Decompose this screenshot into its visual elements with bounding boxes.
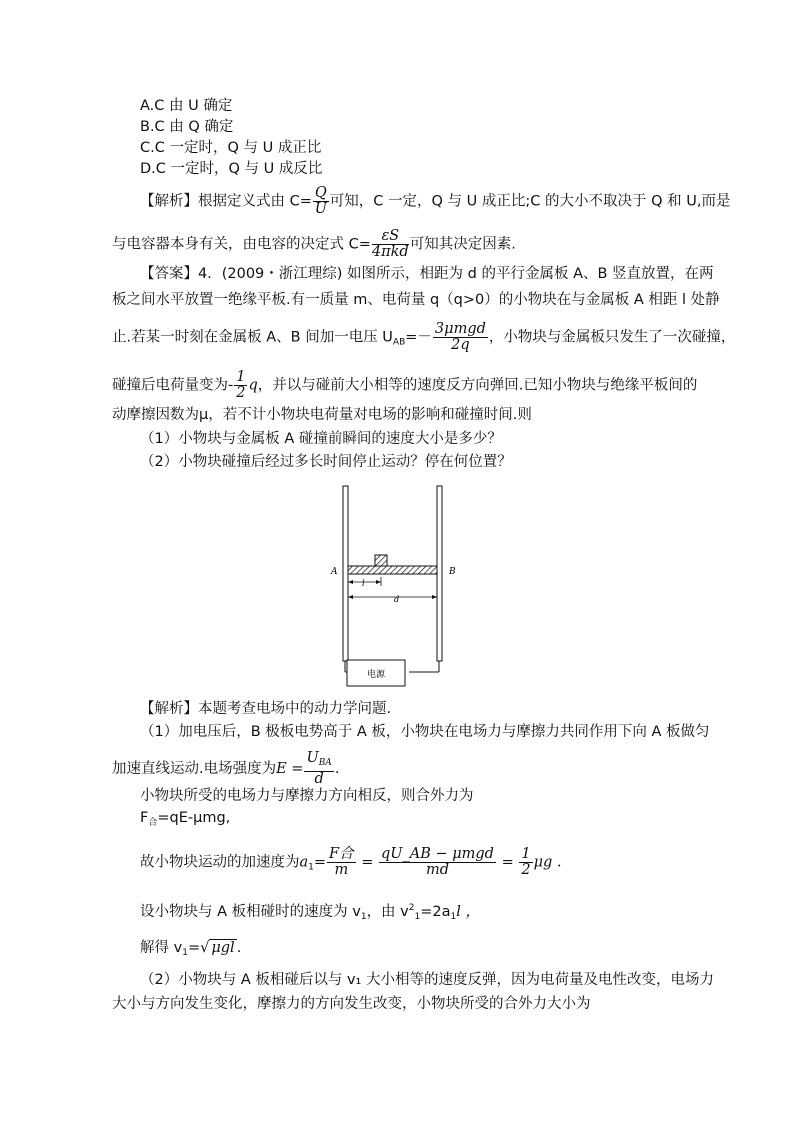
problem-line2: 板之间水平放置一绝缘平板.有一质量 m、电荷量 q（q>0）的小物块在与金属板 A 相距 l 处静: [112, 292, 720, 308]
analysis1-line1: [140, 186, 730, 217]
label-b: B: [449, 567, 456, 577]
subscript: 合: [148, 818, 158, 828]
problem-text: 止.若某一时刻在金属板 A、B 间加一电压 U: [112, 329, 393, 346]
label-l: l: [362, 579, 365, 588]
fraction-field: $\frac{U_{BA}}{d}$: [306, 750, 332, 787]
analysis2-text: 故小物块运动的加速度为: [140, 854, 300, 871]
option-b: B.C 由 Q 确定: [140, 119, 234, 135]
analysis2-line7: 设小物块与 A 板相碰时的速度为 $v_1$，由 $v^2_1=2a_1l$ ，: [140, 903, 480, 922]
capacitor-figure: [325, 480, 475, 692]
fraction-acceleration: $\frac{\text{qU\_AB − μmgd}}{md}$: [380, 846, 494, 878]
question-1: （1）小物块与金属板 A 碰撞前瞬间的速度大小是多少？: [140, 431, 502, 447]
problem-text: ，小物块与金属板只发生了一次碰撞，: [488, 329, 736, 346]
analysis2-line5: [140, 808, 230, 833]
symbol-f: F: [140, 810, 149, 826]
analysis2-line10: 大小与方向发生变化，摩擦力的方向发生改变，小物块所受的合外力大小为: [112, 996, 591, 1012]
problem-text: 碰撞后电荷量变为-: [112, 377, 234, 394]
analysis1-line2: [112, 229, 516, 260]
insulating-board: [348, 566, 437, 574]
problem-line1: 【答案】4．(2009・浙江理综) 如图所示，相距为 d 的平行金属板 A、B 竖直放置，在两: [140, 266, 714, 282]
symbol-e: E =: [276, 761, 304, 777]
plate-a: [343, 486, 348, 661]
sqrt-expression: μgl: [211, 940, 235, 956]
analysis2-line4: 小物块所受的电场力与摩擦力方向相反，则合外力为: [140, 788, 474, 804]
analysis1-text-2: 可知，C 一定，Q 与 U 成正比;C 的大小不取决于 Q 和 U,而是: [329, 193, 731, 210]
analysis-tag: 【解析】: [140, 193, 198, 210]
problem-line4: [112, 370, 697, 401]
analysis2-line3: 加速直线运动.电场强度为E = $\frac{U_{BA}}{d}$ .: [112, 750, 340, 787]
label-a: A: [331, 567, 338, 577]
analysis2-line9: （2）小物块与 A 板相碰后以与 v₁ 大小相等的速度反弹，因为电荷量及电性改变，电场力: [140, 972, 714, 988]
analysis2-line2: （1）加电压后，B 极板电势高于 A 板，小物块在电场力与摩擦力共同作用下向 A 板做匀: [140, 724, 710, 740]
fraction-half: $\frac{1}{2}$: [236, 369, 246, 401]
problem-text: =－: [405, 329, 432, 346]
symbol-q: q: [248, 377, 258, 394]
force-formula: =qE-μmg,: [157, 810, 231, 826]
question-2: （2）小物块碰撞后经过多长时间停止运动？停在何位置？: [140, 454, 512, 470]
fraction-voltage: $\frac{\text{3μmgd}}{2q}$: [434, 321, 486, 353]
analysis1-text-4: 可知其决定因素.: [409, 236, 516, 253]
problem-text: ，并以与碰前大小相等的速度反方向弹回.已知小物块与绝缘平板间的: [257, 377, 698, 394]
analysis2-line6: 故小物块运动的加速度为$a_1=$ $\frac{\text{F合}}{m}$ = $\frac{\text{qU\_AB − μmgd}}{md}$ = $\frac{1}{2}$ μg .: [140, 846, 562, 878]
analysis2-line1: 【解析】本题考查电场中的动力学问题.: [140, 701, 392, 717]
analysis1-text: 根据定义式由 C=: [198, 193, 312, 210]
fraction-f-over-m: $\frac{\text{F合}}{m}$: [329, 846, 354, 878]
analysis2-line8: 解得 $v_1=√$ μgl .: [140, 940, 242, 958]
power-label: 电源: [366, 670, 386, 680]
option-d: D.C 一定时，Q 与 U 成反比: [140, 161, 323, 177]
fraction-one-half: $\frac{1}{2}$: [521, 846, 531, 878]
problem-line5: 动摩擦因数为μ，若不计小物块电荷量对电场的影响和碰撞时间.则: [112, 407, 532, 423]
analysis1-text-3: 与电容器本身有关，由电容的决定式 C=: [112, 236, 371, 253]
subscript: AB: [392, 337, 406, 348]
fraction-q-over-u: $\frac{Q}{U}$: [314, 185, 327, 217]
analysis2-text: 加速直线运动.电场强度为: [112, 761, 277, 777]
problem-line3: [112, 322, 735, 353]
label-d: d: [394, 595, 400, 604]
option-a: A.C 由 U 确定: [140, 98, 233, 114]
plate-b: [437, 486, 442, 661]
small-block: [375, 555, 387, 566]
fraction-capacitance: $\frac{\varepsilon S}{\text{4πkd}}$: [371, 228, 409, 260]
option-c: C.C 一定时，Q 与 U 成正比: [140, 140, 322, 156]
